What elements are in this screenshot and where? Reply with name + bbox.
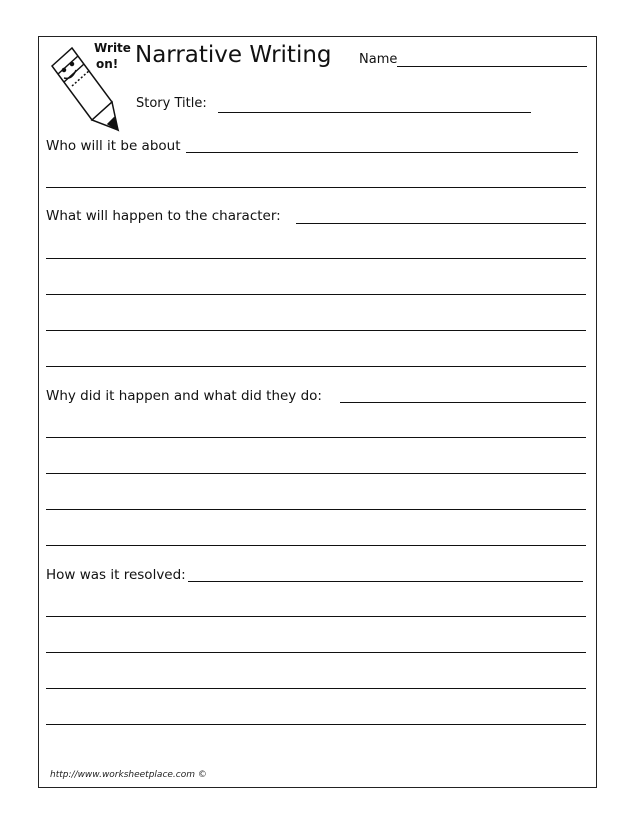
story-title-label: Story Title:	[136, 96, 207, 111]
logo-on-text: on!	[96, 57, 119, 71]
prompt-how: How was it resolved:	[46, 567, 186, 583]
answer-line[interactable]	[46, 688, 586, 689]
who-answer-line[interactable]	[186, 152, 578, 153]
what-answer-line[interactable]	[296, 223, 586, 224]
answer-line[interactable]	[46, 294, 586, 295]
name-write-line[interactable]	[397, 66, 587, 67]
story-title-write-line[interactable]	[218, 112, 531, 113]
prompt-what: What will happen to the character:	[46, 208, 281, 224]
answer-line[interactable]	[46, 258, 586, 259]
write-on-pencil-logo	[46, 40, 132, 140]
worksheet-title: Narrative Writing	[135, 42, 332, 68]
answer-line[interactable]	[46, 437, 586, 438]
answer-line[interactable]	[46, 616, 586, 617]
prompt-why: Why did it happen and what did they do:	[46, 388, 322, 404]
how-answer-line[interactable]	[188, 581, 583, 582]
answer-line[interactable]	[46, 473, 586, 474]
prompt-who: Who will it be about	[46, 138, 181, 154]
answer-line[interactable]	[46, 366, 586, 367]
answer-line[interactable]	[46, 187, 586, 188]
footer-url: http://www.worksheetplace.com ©	[50, 770, 207, 780]
answer-line[interactable]	[46, 545, 586, 546]
why-answer-line[interactable]	[340, 402, 586, 403]
answer-line[interactable]	[46, 724, 586, 725]
logo-write-text: Write	[94, 41, 131, 55]
answer-line[interactable]	[46, 652, 586, 653]
answer-line[interactable]	[46, 509, 586, 510]
answer-line[interactable]	[46, 330, 586, 331]
name-label: Name	[359, 52, 398, 67]
